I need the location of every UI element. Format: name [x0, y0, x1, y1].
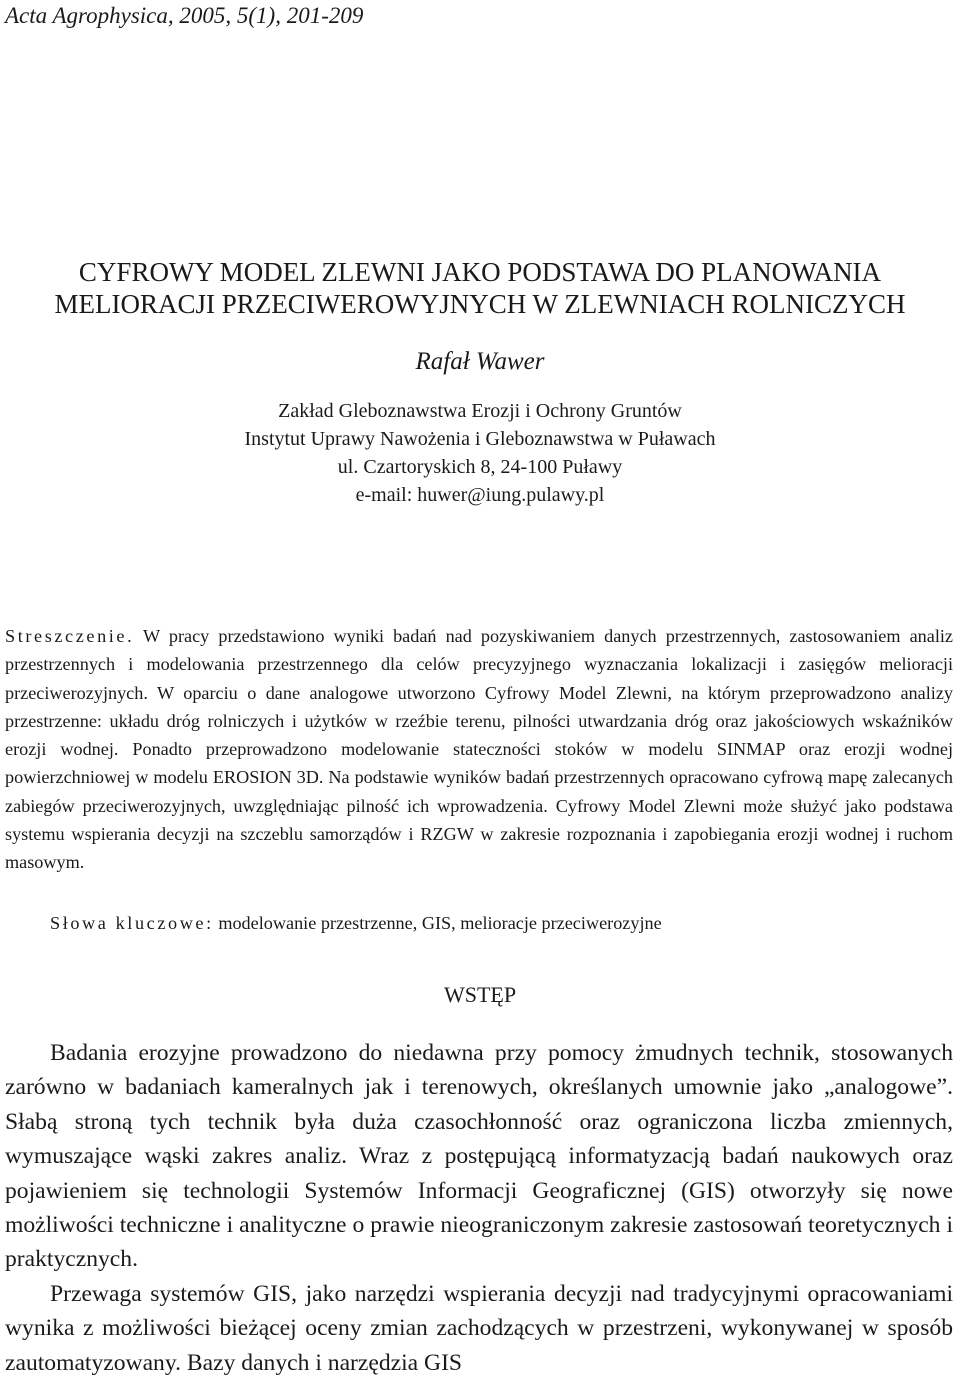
intro-body — [5, 1036, 953, 1380]
affiliation-email: e-mail: huwer@iung.pulawy.pl — [355, 484, 605, 506]
affiliation-address: ul. Czartoryskich 8, 24-100 Puławy — [337, 456, 623, 478]
keywords-text: modelowanie przestrzenne, GIS, melioracje przeciwerozyjne — [218, 913, 662, 933]
affiliation-block — [0, 397, 960, 509]
title-line-2: MELIORACJI PRZECIWEROWYJNYCH W ZLEWNIACH ROLNICZYCH — [54, 289, 906, 319]
intro-paragraph-2: Przewaga systemów GIS, jako narzędzi wspierania decyzji nad tradycyjnymi opracowaniami wynika z możliwości bieżącej oceny zmian zachodzących w przestrzeni, wykonywanej w sposób zautomatyzowany. Bazy danych i narzędzia GIS — [5, 1280, 953, 1376]
section-heading-intro: WSTĘP — [443, 982, 517, 1007]
abstract — [5, 622, 953, 877]
abstract-label: Streszczenie. — [5, 626, 135, 646]
keywords-label: Słowa kluczowe: — [50, 913, 214, 933]
paper-title — [0, 256, 960, 320]
journal-citation: Acta Agrophysica, 2005, 5(1), 201-209 — [5, 3, 364, 28]
keywords — [50, 909, 955, 937]
abstract-text: W pracy przedstawiono wyniki badań nad pozyskiwaniem danych przestrzennych, zastosowaniem analiz przestrzennych i modelowania przestrzennego dla celów precyzyjnego wyznaczania lokalizacji i zasięgów melioracji przeciwerozyjnych. W oparciu o dane analogowe utworzono Cyfrowy Model Zlewni, na którym przeprowadzono analizy przestrzenne: układu dróg rolniczych i użytków w rzeźbie terenu, pilności utwardzania dróg oraz jakościowych wskaźników erozji wodnej. Ponadto przeprowadzono modelowanie stateczności stoków w modelu SINMAP oraz erozji wodnej powierzchniowej w modelu EROSION 3D. Na podstawie wyników badań przestrzennych opracowano cyfrową mapę zalecanych zabiegów przeciwerozyjnych, uwzględniając pilność ich wprowadzenia. Cyfrowy Model Zlewni może służyć jako podstawa systemu wspierania decyzji na szczeblu samorządów i RZGW w zakresie rozpoznania i zapobiegania erozji wodnej i ruchom masowym. — [5, 626, 954, 873]
intro-paragraph-1: Badania erozyjne prowadzono do niedawna przy pomocy żmudnych technik, stosowanych zarówno w badaniach kameralnych jak i terenowych, określanych umownie jako „analogowe”. Słabą stroną tych technik była duża czasochłonność oraz ograniczona liczba zmiennych, wymuszające wąski zakres analiz. Wraz z postępującą informatyzacją badań naukowych oraz pojawieniem się technologii Systemów Informacji Geograficznej (GIS) otworzyły się nowe możliwości techniczne i analityczne o prawie nieograniczonym zakresie zastosowań teoretycznych i praktycznych. — [5, 1040, 953, 1273]
title-line-1: CYFROWY MODEL ZLEWNI JAKO PODSTAWA DO PLANOWANIA — [78, 257, 882, 287]
affiliation-institute: Instytut Uprawy Nawożenia i Gleboznawstwa w Puławach — [244, 428, 716, 450]
affiliation-department: Zakład Gleboznawstwa Erozji i Ochrony Gruntów — [278, 400, 682, 422]
author-name: Rafał Wawer — [415, 348, 545, 375]
